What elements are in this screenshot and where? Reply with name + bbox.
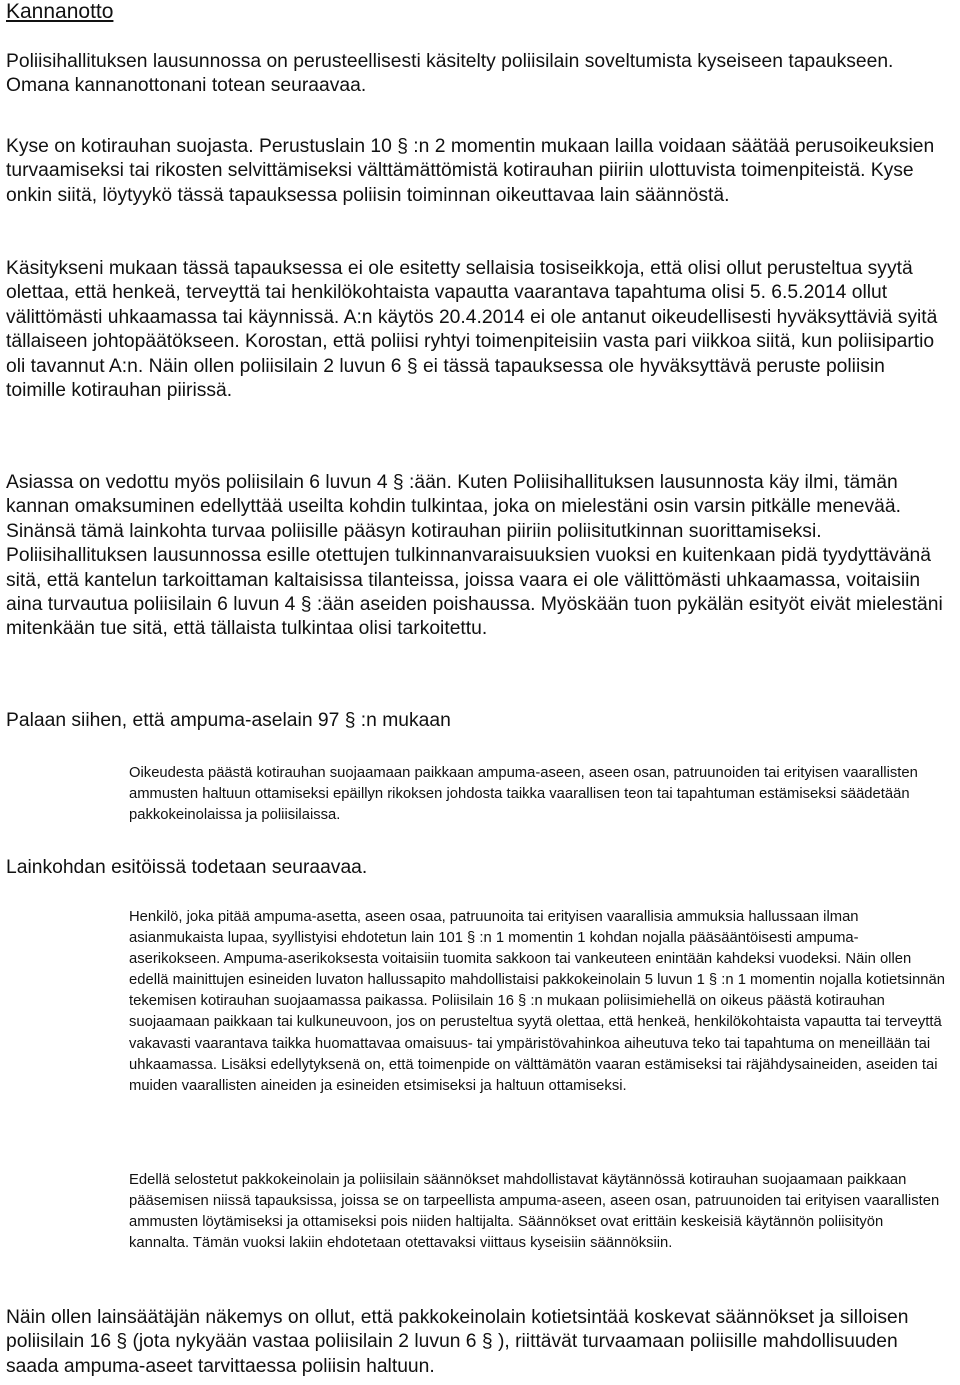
paragraph-preparatory-works-intro: Lainkohdan esitöissä todetaan seuraavaa.: [6, 857, 368, 878]
paragraph-police-act: Asiassa on vedottu myös poliisilain 6 luvun 4 § :ään. Kuten Poliisihallituksen lausunnosta käy ilmi, tämän kannan omaksuminen edellyttää useilta kohdin tulkintaa, joka on mielestäni osin varsin pitkälle menevää. Sinänsä tämä lainkohta turvaa poliisille pääsyn kotirauhan piiriin poliisitutkinnan suorittamiseksi. Poliisihallituksen lausunnossa esille otettujen tulkinnanvaraisuuksien vuoksi en kuitenkaan pidä tyydyttävänä sitä, että kantelun tarkoittaman kaltaisissa tilanteissa, joissa vaara ei ole välittömästi uhkaamassa, voitaisiin aina turvautua poliisilain 6 luvun 4 § :ään aseiden poishaussa. Myöskään tuon pykälän esityöt eivät mielestäni mitenkään tue sitä, että tällaista tulkintaa olisi tarkoitettu.: [6, 472, 943, 640]
paragraph-firearms-act-intro: Palaan siihen, että ampuma-aselain 97 § :n mukaan: [6, 710, 451, 731]
paragraph-intro: Poliisihallituksen lausunnossa on perusteellisesti käsitelty poliisilain soveltumista kyseiseen tapaukseen. Omana kannanottonani totean seuraavaa.: [6, 51, 894, 97]
paragraph-home-protection: Kyse on kotirauhan suojasta. Perustuslain 10 § :n 2 momentin mukaan lailla voidaan säätää perusoikeuksien turvaamiseksi tai rikosten selvittämiseksi välttämättömistä kotirauhan piiriin ulottuvista toimenpiteistä. Kyse onkin siitä, löytyykö tässä tapauksessa poliisin toiminnan oikeuttavaa lain säännöstä.: [6, 136, 935, 206]
quote-firearms-act-97: Oikeudesta päästä kotirauhan suojaamaan paikkaan ampuma-aseen, aseen osan, patruunoiden tai erityisen vaarallisten ammusten haltuun ottamiseksi epäillyn rikoksen johdosta taikka vaarallisen teon tai tapahtuman estämiseksi säädetään pakkokeinolaissa ja poliisilaissa.: [129, 765, 918, 824]
quote-preparatory-works-2: Edellä selostetut pakkokeinolain ja poliisilain säännökset mahdollistavat käytännössä kotirauhan suojaamaan paikkaan pääsemisen niissä tapauksissa, joissa se on tarpeellista ampuma-aseen, aseen osan, patruunoiden tai erityisen vaarallisten ammusten löytämiseksi ja ottamiseksi pois niiden haltijalta. Säännökset ovat erittäin keskeisiä käytännön poliisityön kannalta. Tämän vuoksi lakiin ehdotetaan otettavaksi viittaus kyseisiin säännöksiin.: [129, 1172, 940, 1252]
paragraph-conclusion: Näin ollen lainsäätäjän näkemys on ollut, että pakkokeinolain kotietsintää koskevat säännökset ja silloisen poliisilain 16 § (jota nykyään vastaa poliisilain 2 luvun 6 § ), riittävät turvaamaan poliisille mahdollisuuden saada ampuma-aseet tarvittaessa poliisin haltuun.: [6, 1307, 909, 1377]
paragraph-assessment: Käsitykseni mukaan tässä tapauksessa ei ole esitetty sellaisia tosiseikkoja, että olisi ollut perusteltua syytä olettaa, että henkeä, terveyttä tai henkilökohtaista vapautta vaarantava tapahtuma olisi 5. 6.5.2014 ollut välittömästi uhkaamassa tai käynnissä. A:n käytös 20.4.2014 ei ole antanut oikeudellisesti hyväksyttäviä syitä tällaiseen johtopäätökseen. Korostan, että poliisi ryhtyi toimenpiteisiin vasta pari viikkoa siitä, kun poliisipartio oli tavannut A:n. Näin ollen poliisilain 2 luvun 6 § ei tässä tapauksessa ole hyväksyttävä peruste poliisin toimille kotirauhan piirissä.: [6, 258, 938, 402]
section-heading: Kannanotto: [6, 0, 114, 23]
quote-preparatory-works-1: Henkilö, joka pitää ampuma-asetta, aseen osaa, patruunoita tai erityisen vaarallisia ammuksia hallussaan ilman asianmukaista lupaa, syyllistyisi ehdotetun lain 101 § :n 1 momentin 1 kohdan nojalla pääsääntöisesti ampuma-aserikokseen. Ampuma-aserikoksesta voitaisiin tuomita sakkoon tai vankeuteen enintään kahdeksi vuodeksi. Näin ollen edellä mainittujen esineiden luvaton hallussapito mahdollistaisi pakkokeinolain 5 luvun 1 § :n 1 momentin nojalla kotietsinnän tekemisen kotirauhan suojaamassa paikassa. Poliisilain 16 § :n mukaan poliisimiehellä on oikeus päästä kotirauhan suojaamaan paikkaan tai kulkuneuvoon, jos on perusteltua syytä olettaa, että henkeä, henkilökohtaista vapautta tai terveyttä vakavasti vaarantava taikka huomattavaa omaisuus- tai ympäristövahinkoa aiheutuva teko tai tapahtuma on meneillään tai uhkaamassa. Lisäksi edellytyksenä on, että toimenpide on välttämätön vaaran estämiseksi tai räjähdysaineiden, aseiden tai muiden vaarallisten aineiden ja esineiden etsimiseksi ja haltuun ottamiseksi.: [129, 909, 945, 1094]
